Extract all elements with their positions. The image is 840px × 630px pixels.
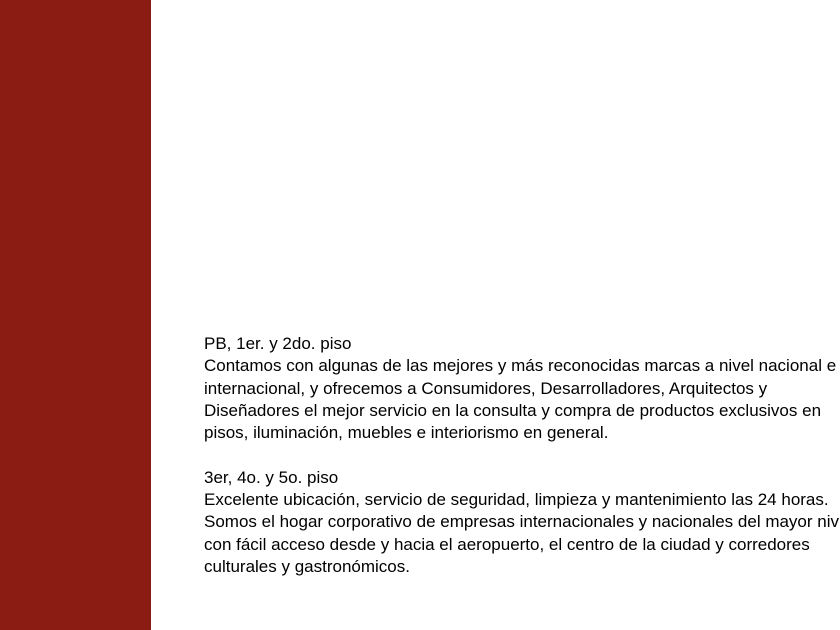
- section-1-line: pisos, iluminación, muebles e interiorismo en general.: [204, 423, 609, 443]
- text-content: [204, 333, 840, 578]
- section-2-heading: 3er, 4o. y 5o. piso: [204, 467, 339, 487]
- section-2-line: con fácil acceso desde y hacia el aeropuerto, el centro de la ciudad y corredores: [204, 534, 810, 554]
- section-1-line: Contamos con algunas de las mejores y más reconocidas marcas a nivel nacional e: [204, 356, 837, 376]
- section-2-line: culturales y gastronómicos.: [204, 556, 410, 576]
- section-1-line: internacional, y ofrecemos a Consumidores, Desarrolladores, Arquitectos y: [204, 378, 768, 398]
- paragraph-gap: [204, 444, 840, 466]
- section-2-line: Somos el hogar corporativo de empresas internacionales y nacionales del mayor niv: [204, 512, 840, 532]
- section-1-heading: PB, 1er. y 2do. piso: [204, 334, 352, 353]
- section-1-line: Diseñadores el mejor servicio en la consulta y compra de productos exclusivos en: [204, 400, 822, 420]
- side-color-bar: [0, 0, 151, 630]
- section-2-line: Excelente ubicación, servicio de seguridad, limpieza y mantenimiento las 24 horas.: [204, 490, 829, 510]
